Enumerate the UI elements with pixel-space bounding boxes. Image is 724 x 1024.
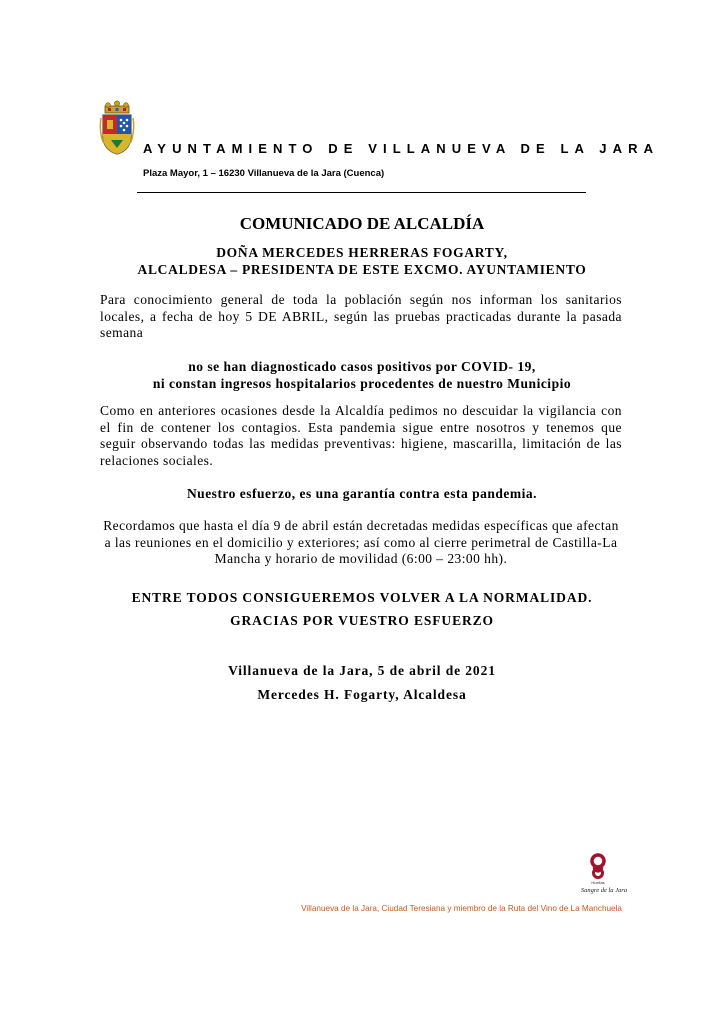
coat-of-arms-icon [99, 100, 135, 156]
closing-line-1: ENTRE TODOS CONSIGUEREMOS VOLVER A LA NORMALIDAD. [131, 590, 593, 605]
paragraph-measures: Recordamos que hasta el día 9 de abril están decretadas medidas específicas que afectan a las reuniones en el domicilio y exteriores; así como al cierre perimetral de Castilla-La Mancha y horario de movilidad (6:00 – 23:00 hh). [103, 518, 619, 567]
highlight-line-2: ni constan ingresos hospitalarios procedentes de nuestro Municipio [152, 376, 572, 391]
place-and-date: Villanueva de la Jara, 5 de abril de 2021 [228, 663, 496, 678]
footer-motto: Villanueva de la Jara, Ciudad Teresiana y miembro de la Ruta del Vino de La Manchuela [301, 904, 622, 913]
document-title: COMUNICADO DE ALCALDÍA [239, 214, 485, 233]
closing-line-2: GRACIAS POR VUESTRO ESFUERZO [230, 613, 494, 628]
emphasis-statement: Nuestro esfuerzo, es una garantía contra esta pandemia. [186, 486, 538, 501]
highlight-line-1: no se han diagnosticado casos positivos por COVID- 19, [188, 359, 536, 374]
header-divider [137, 192, 586, 193]
paragraph-vigilance: Como en anteriores ocasiones desde la Alcaldía pedimos no descuidar la vigilancia con el fin de contener los contagios. Esta pandemia sigue entre nosotros y tenemos que seguir observando todas las medidas preventivas: higiene, mascarilla, limitación de las relaciones sociales. [100, 403, 622, 468]
signature: Mercedes H. Fogarty, Alcaldesa [257, 687, 467, 702]
svg-text:Sangre de la Jara: Sangre de la Jara [580, 887, 628, 894]
paragraph-announcement: Para conocimiento general de toda la población según nos informan los sanitarios locales, a fecha de hoy 5 DE ABRIL, según las pruebas practicadas durante la pasada semana [100, 292, 622, 341]
organization-address: Plaza Mayor, 1 – 16230 Villanueva de la Jara (Cuenca) [143, 168, 385, 179]
subtitle-line-2: ALCALDESA – PRESIDENTA DE ESTE EXCMO. AYUNTAMIENTO [137, 262, 587, 277]
subtitle-line-1: DOÑA MERCEDES HERRERAS FOGARTY, [216, 245, 508, 260]
wine-route-logo-icon [580, 853, 628, 901]
svg-text:Huellas: Huellas [591, 880, 605, 885]
organization-name: AYUNTAMIENTO DE VILLANUEVA DE LA JARA [143, 141, 660, 156]
